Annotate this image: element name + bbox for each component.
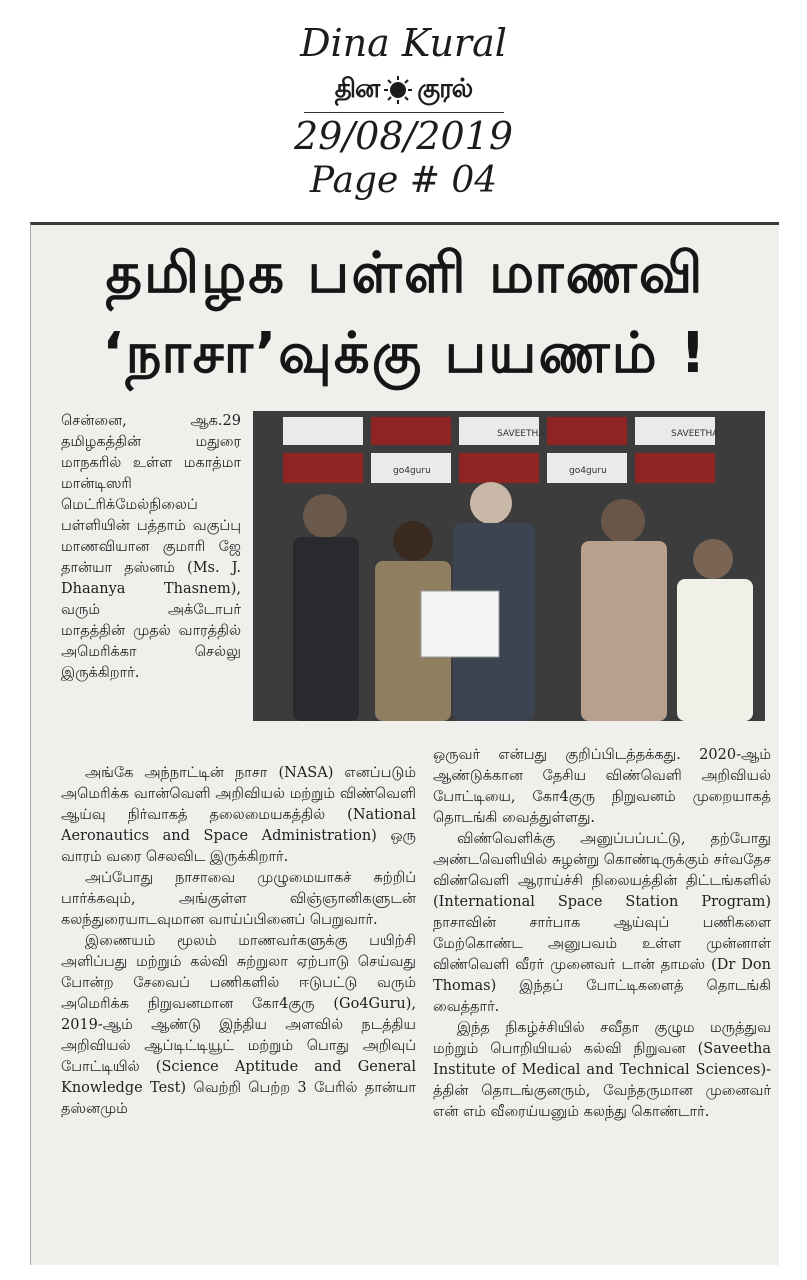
paragraph-5: ஒருவர் என்பது குறிப்பிடத்தக்கது. 2020-ஆம் ஆண்டுக்கான தேசிய விண்வெளி அறிவியல் போட்டியை, கோ4குரு நிறுவனம் முறையாகத் தொடங்கி வைத்துள்ளது. xyxy=(433,747,771,826)
masthead xyxy=(0,0,807,203)
publication-date: 29/08/2019 xyxy=(293,114,514,158)
paragraph-2: அங்கே அந்நாட்டின் நாசா (NASA) எனப்படும் அமெரிக்க வான்வெளி அறிவியல் மற்றும் விண்வெளி ஆய்வு நிர்வாகத் தலைமையகத்தில் (National Aeronautics and Space Administration) ஒரு வாரம் வரை செலவிட இருக்கிறார். xyxy=(61,765,416,865)
publication-name: Dina Kural xyxy=(300,21,507,65)
paragraph-6: விண்வெளிக்கு அனுப்பப்பட்டு, தற்போது அண்டவெளியில் சுழன்று கொண்டிருக்கும் சர்வதேச விண்வெளி ஆராய்ச்சி நிலையத்தின் திட்டங்களில் (International Space Station Program) நாசாவின் சார்பாக ஆய்வுப் பணிகளை மேற்கொண்ட அனுபவம் உள்ள முன்னாள் விண்வெளி வீரர் முனைவர் டான் தாமஸ் (Dr Don Thomas) இந்தப் போட்டிகளைத் தொடங்கி வைத்தார். xyxy=(433,831,771,1015)
sun-emblem-icon xyxy=(383,75,413,105)
headline-line-2: ‘நாசா’வுக்கு பயணம் ! xyxy=(102,321,708,386)
backdrop-logo-go4guru-2: go4guru xyxy=(569,466,607,476)
backdrop-logo-saveetha: SAVEETHA xyxy=(497,429,545,439)
article-column-left xyxy=(61,763,416,1120)
paragraph-1: சென்னை, ஆக.29 தமிழகத்தின் மதுரை மாநகரில் உள்ள மகாத்மா மான்டிஸரி மெட்ரிக்மேல்நிலைப் பள்ளியின் பத்தாம் வகுப்பு மாணவியான குமாரி ஜே தான்யா தஸ்னம் (Ms. J. Dhaanya Thasnem), வரும் அக்டோபர் மாதத்தின் முதல் வாரத்தில் அமெரிக்கா செல்லு இருக்கிறார். xyxy=(61,413,241,681)
event-photo xyxy=(253,411,765,721)
headline-line-1: தமிழக பள்ளி மாணவி xyxy=(105,241,705,306)
page-number: Page # 04 xyxy=(309,160,498,201)
news-clipping xyxy=(30,222,779,1265)
paragraph-4: இணையம் மூலம் மாணவர்களுக்கு பயிற்சி அளிப்பது மற்றும் கல்வி சுற்றுலா ஏற்பாடு செய்வது போன்ற சேவைப் பணிகளில் ஈடுபட்டு வரும் அமெரிக்க நிறுவனமான கோ4குரு (Go4Guru), 2019-ஆம் ஆண்டு இந்திய அளவில் நடத்திய அறிவியல் ஆப்டிட்டியூட் மற்றும் பொது அறிவுப் போட்டியில் (Science Aptitude and General Knowledge Test) வெற்றி பெற்ற 3 பேரில் தான்யா தஸ்னமும் xyxy=(61,933,416,1117)
certificate xyxy=(421,591,499,657)
paragraph-7: இந்த நிகழ்ச்சியில் சவீதா குழும மருத்துவ மற்றும் பொறியியல் கல்வி நிறுவன (Saveetha Institute of Medical and Technical Sciences)-த்தின் தொடங்குனரும், வேந்தருமான முனைவர் என் எம் வீரைய்யனும் கலந்து கொண்டார். xyxy=(433,1020,771,1120)
backdrop-logo-go4guru: go4guru xyxy=(393,466,431,476)
paragraph-3: அப்போது நாசாவை முழுமையாகச் சுற்றிப் பார்க்கவும், அங்குள்ள விஞ்ஞானிகளுடன் கலந்துரையாடவுமான வாய்ப்பினைப் பெறுவார். xyxy=(61,870,416,928)
backdrop-logo-saveetha-2: SAVEETHA xyxy=(671,429,719,439)
logo-text-left: தின xyxy=(334,73,380,104)
newspaper-logo xyxy=(335,70,472,110)
article-column-right xyxy=(433,745,771,1123)
logo-text-right: குரல் xyxy=(417,73,473,104)
article-column-left-top xyxy=(61,411,241,684)
